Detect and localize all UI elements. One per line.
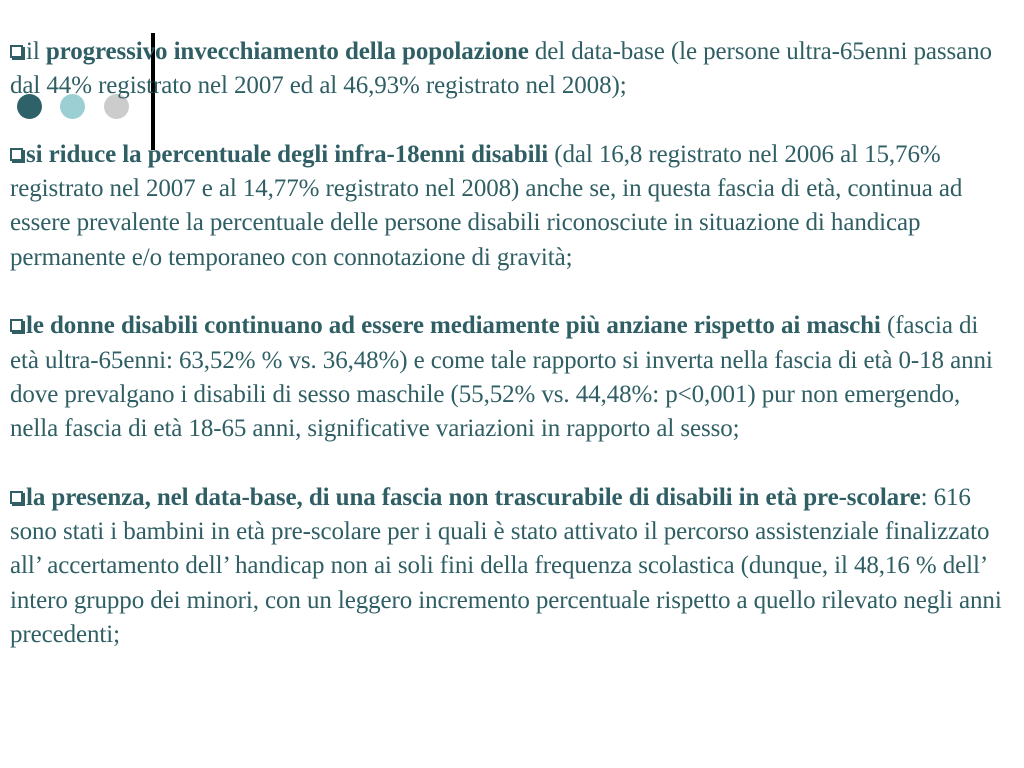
paragraph-bold-text: le donne disabili continuano ad essere mediamente più anziane rispetto ai maschi — [26, 312, 881, 340]
square-bullet-icon — [10, 45, 23, 58]
paragraph-body-text: del data-base (le persone ultra-65enni passano dal 44% registrato nel 2007 ed al 46,93% registrato nel 2008); — [10, 38, 992, 100]
square-bullet-icon — [10, 319, 23, 332]
bullet-paragraph-2 — [10, 138, 1012, 275]
bullet-paragraph-4 — [10, 481, 1012, 652]
paragraph-bold-text: si riduce la percentuale degli infra-18enni disabili — [26, 140, 549, 168]
square-bullet-icon — [10, 491, 23, 504]
bullet-paragraph-1 — [10, 35, 1012, 104]
square-bullet-icon — [10, 148, 23, 161]
slide-body — [10, 35, 1012, 687]
paragraph-body-text: (dal 16,8 registrato nel 2006 al 15,76% registrato nel 2007 e al 14,77% registrato nel 2008) anche se, in questa fascia di età, continua ad essere prevalente la percentuale delle persone disabili riconosciute in situazione di handicap permanente e/o temporaneo con connotazione di gravità; — [10, 140, 963, 271]
bullet-paragraph-3 — [10, 309, 1012, 446]
paragraph-bold-text: la presenza, nel data-base, di una fascia non trascurabile di disabili in età pre-scolare — [26, 483, 921, 511]
paragraph-body-text: (fascia di età ultra-65enni: 63,52% % vs. 36,48%) e come tale rapporto si inverta nella fascia di età 0-18 anni dove prevalgano i disabili di sesso maschile (55,52% vs. 44,48%: p<0,001) pur non emergendo, nella fascia di età 18-65 anni, significative variazioni in rapporto al sesso; — [10, 312, 993, 443]
paragraph-lead-text: il — [26, 38, 46, 65]
paragraph-bold-text: progressivo invecchiamento della popolazione — [45, 38, 529, 65]
paragraph-body-text: : 616 sono stati i bambini in età pre-scolare per i quali è stato attivato il percorso assistenziale finalizzato all’ accertamento dell’ handicap non ai soli fini della frequenza scolastica (dunque, il 48,16 % dell’ intero gruppo dei minori, con un leggero incremento percentuale rispetto a quello rilevato negli anni precedenti; — [10, 483, 1002, 649]
